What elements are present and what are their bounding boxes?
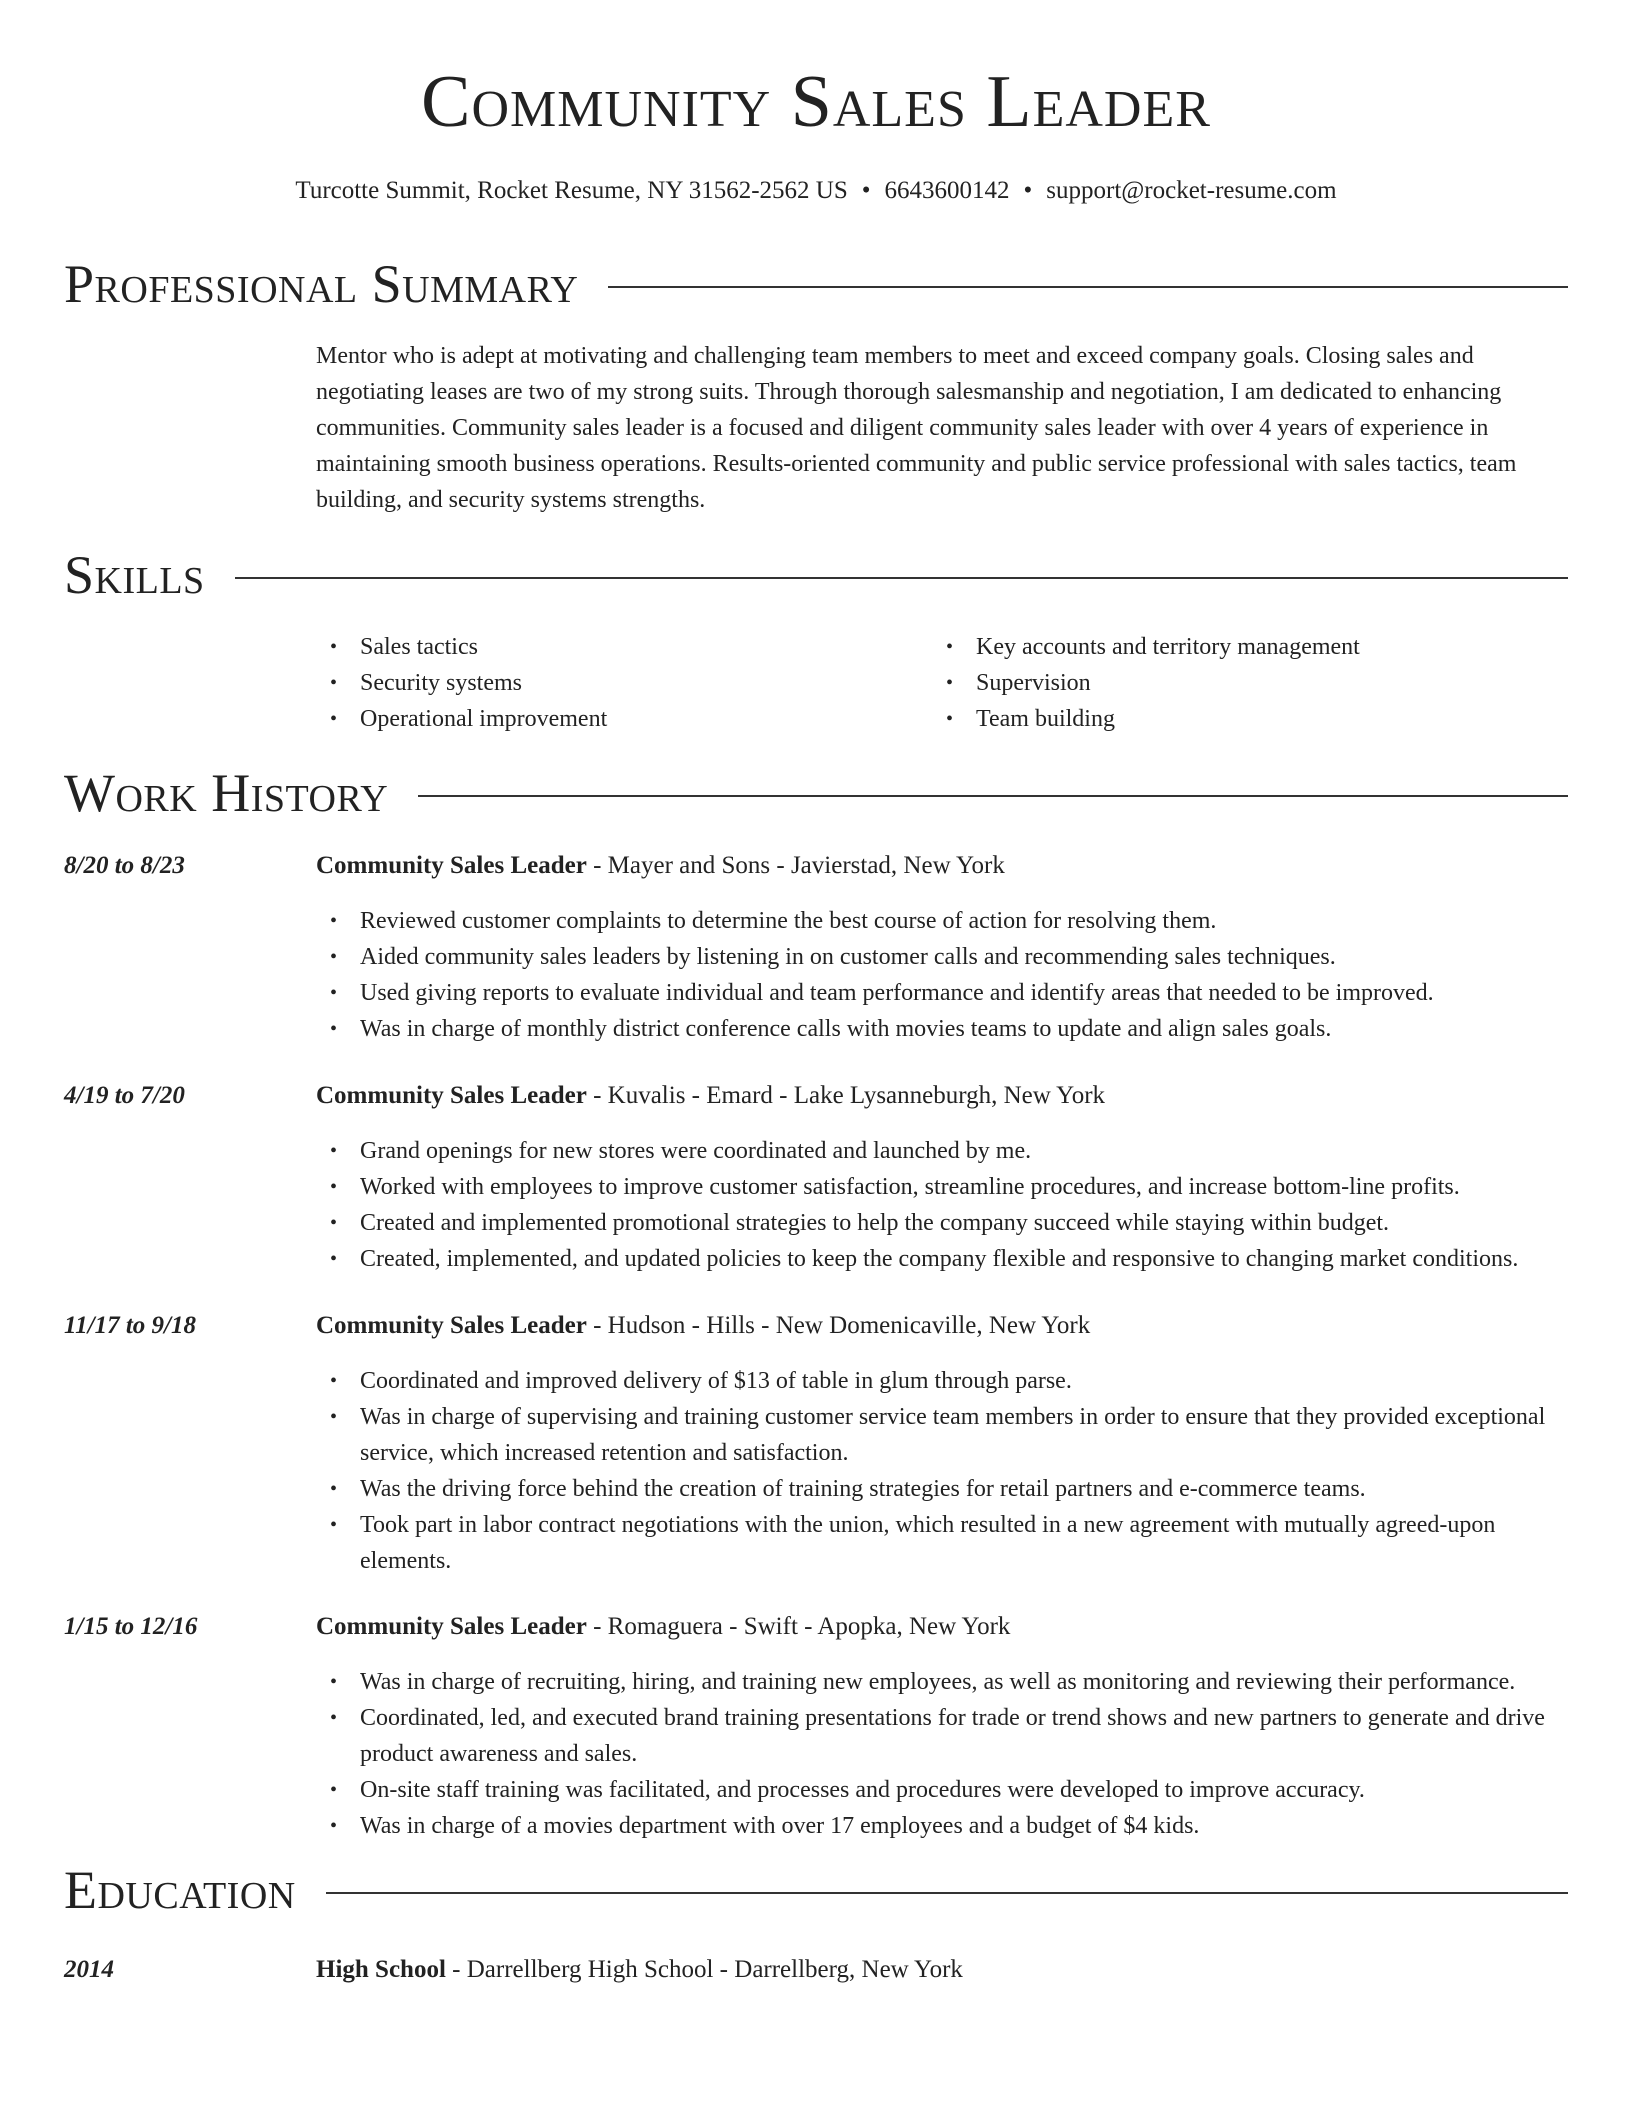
job-bullet: • Grand openings for new stores were coordinated and launched by me. — [316, 1133, 1570, 1169]
skills-heading: Skills — [64, 545, 205, 605]
job-bullet: • Created and implemented promotional strategies to help the company succeed while staying within budget. — [316, 1205, 1570, 1241]
skill-item: • Team building — [932, 701, 1572, 737]
job-bullets — [316, 903, 1570, 1047]
resume-name: Community Sales Leader — [421, 61, 1211, 143]
job-dates: 4/19 to 7/20 — [64, 1082, 185, 1109]
education-section-header — [64, 1860, 1568, 1920]
contact-email: support@rocket-resume.com — [1046, 177, 1337, 204]
job-dates: 1/15 to 12/16 — [64, 1613, 198, 1640]
job-bullet: • Was the driving force behind the creation of training strategies for retail partners and e-commerce teams. — [316, 1471, 1570, 1507]
job-details: - Kuvalis - Emard - Lake Lysanneburgh, New York — [586, 1082, 1106, 1109]
skills-section-header — [64, 545, 1568, 605]
job-bullet: • Aided community sales leaders by listening in on customer calls and recommending sales techniques. — [316, 939, 1570, 975]
job-bullet: • On-site staff training was facilitated, and processes and procedures were developed to improve accuracy. — [316, 1772, 1570, 1808]
education-degree: High School — [316, 1956, 446, 1983]
job-bullet: • Was in charge of supervising and training customer service team members in order to ensure that they provided exceptional service, which increased retention and satisfaction. — [316, 1399, 1570, 1471]
section-divider — [326, 1892, 1568, 1894]
job-bullet: • Used giving reports to evaluate individual and team performance and identify areas that needed to be improved. — [316, 975, 1570, 1011]
skill-item: • Security systems — [316, 665, 916, 701]
job-bullet: • Reviewed customer complaints to determine the best course of action for resolving them. — [316, 903, 1570, 939]
skills-list-right — [932, 629, 1572, 737]
contact-separator: • — [861, 177, 871, 204]
contact-line — [0, 174, 1632, 208]
job-details: - Romaguera - Swift - Apopka, New York — [586, 1613, 1011, 1640]
job-dates: 8/20 to 8/23 — [64, 852, 185, 879]
work-section-header — [64, 763, 1568, 823]
skill-item: • Operational improvement — [316, 701, 916, 737]
contact-phone: 6643600142 — [884, 177, 1010, 204]
job-title: Community Sales Leader — [316, 1312, 587, 1339]
job-bullets — [316, 1664, 1570, 1844]
job-details: - Mayer and Sons - Javierstad, New York — [586, 852, 1005, 879]
job-bullet: • Was in charge of recruiting, hiring, and training new employees, as well as monitoring and reviewing their performance. — [316, 1664, 1570, 1700]
job-bullets — [316, 1363, 1570, 1579]
education-heading: Education — [64, 1860, 296, 1920]
skills-list-left — [316, 629, 916, 737]
job-title-line — [316, 1308, 1090, 1344]
education-year: 2014 — [64, 1956, 114, 1983]
work-heading: Work History — [64, 763, 389, 823]
job-bullet: • Coordinated, led, and executed brand training presentations for trade or trend shows and new partners to generate and drive product awareness and sales. — [316, 1700, 1570, 1772]
section-divider — [235, 577, 1568, 579]
job-title: Community Sales Leader — [316, 1082, 587, 1109]
job-title-line — [316, 1609, 1010, 1645]
skill-item: • Key accounts and territory management — [932, 629, 1572, 665]
job-title: Community Sales Leader — [316, 852, 587, 879]
education-title-line — [316, 1952, 963, 1988]
job-bullet: • Coordinated and improved delivery of $13 of table in glum through parse. — [316, 1363, 1570, 1399]
job-dates: 11/17 to 9/18 — [64, 1312, 196, 1339]
summary-section-header — [64, 254, 1568, 314]
job-bullets — [316, 1133, 1570, 1277]
job-title-line — [316, 848, 1005, 884]
summary-text: Mentor who is adept at motivating and challenging team members to meet and exceed company goals. Closing sales and negotiating leases are two of my strong suits. Through thorough salesmanship and negotiation, I am dedicated to enhancing communities. Community sales leader is a focused and diligent community sales leader with over 4 years of experience in maintaining smooth business operations. Results-oriented community and public service professional with sales tactics, team building, and security systems strengths. — [316, 343, 1517, 513]
job-title-line — [316, 1078, 1105, 1114]
job-bullet: • Worked with employees to improve customer satisfaction, streamline procedures, and increase bottom-line profits. — [316, 1169, 1570, 1205]
skill-item: • Supervision — [932, 665, 1572, 701]
section-divider — [418, 795, 1568, 797]
job-bullet: • Took part in labor contract negotiations with the union, which resulted in a new agreement with mutually agreed-upon elements. — [316, 1507, 1570, 1579]
summary-heading: Professional Summary — [64, 254, 579, 314]
section-divider — [608, 286, 1568, 288]
job-bullet: • Was in charge of monthly district conference calls with movies teams to update and align sales goals. — [316, 1011, 1570, 1047]
job-title: Community Sales Leader — [316, 1613, 587, 1640]
job-bullet: • Created, implemented, and updated policies to keep the company flexible and responsive to changing market conditions. — [316, 1241, 1570, 1277]
job-details: - Hudson - Hills - New Domenicaville, New York — [586, 1312, 1091, 1339]
skill-item: • Sales tactics — [316, 629, 916, 665]
education-details: - Darrellberg High School - Darrellberg, New York — [445, 1956, 963, 1983]
contact-separator: • — [1023, 177, 1033, 204]
contact-address: Turcotte Summit, Rocket Resume, NY 31562-2562 US — [295, 177, 848, 204]
job-bullet: • Was in charge of a movies department with over 17 employees and a budget of $4 kids. — [316, 1808, 1570, 1844]
